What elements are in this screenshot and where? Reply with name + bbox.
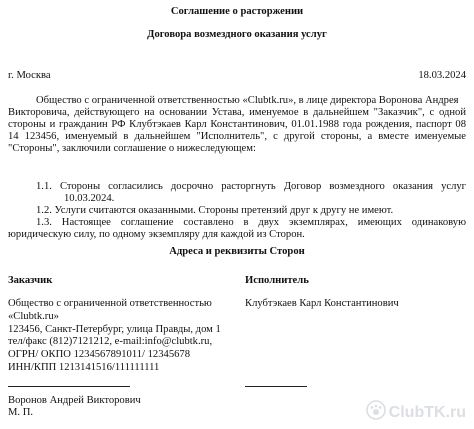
customer-line: ОГРН/ ОКПО 1234567891011/ 12345678 xyxy=(8,349,191,360)
watermark xyxy=(366,400,466,425)
clause-1-1-cont: 10.03.2024. xyxy=(64,193,115,204)
customer-signer: Воронов Андрей Викторович xyxy=(8,395,141,406)
document-date: 18.03.2024 xyxy=(418,70,466,81)
watermark-text: ClubTK.ru xyxy=(388,403,466,421)
customer-line: 123456, Санкт-Петербург, улица Правды, дом 1 xyxy=(8,324,221,335)
intro-line: 14 123456, именуемый в дальнейшем "Исполнитель", с другой стороны, а вместе именуемые xyxy=(8,131,466,142)
city: г. Москва xyxy=(8,70,51,81)
paw-icon xyxy=(366,400,386,425)
intro-line: "Стороны", заключили соглашение о нижеследующем: xyxy=(8,143,256,154)
clause-1-1: 1.1. Стороны согласились досрочно расторгнуть Договор возмездного оказания услуг xyxy=(36,181,466,192)
intro-line: Общество с ограниченной ответственностью «Clubtk.ru», в лице директора Воронова Андрея xyxy=(36,95,459,106)
executor-name: Клубтэкаев Карл Константинович xyxy=(245,298,399,309)
customer-line: тел/факс (812)7121212, e-mail:info@clubtk.ru, xyxy=(8,336,213,347)
intro-line: стороны и гражданин РФ Клубтэкаев Карл Константинович, 01.01.1988 года рождения, паспорт 08 xyxy=(8,119,466,130)
customer-line: «Clubtk.ru» xyxy=(8,311,59,322)
customer-signature-line xyxy=(8,386,130,387)
stamp-place: М. П. xyxy=(8,407,34,418)
customer-heading: Заказчик xyxy=(8,275,53,286)
title-line-1: Соглашение о расторжении xyxy=(170,6,304,17)
requisites-title: Адреса и реквизиты Сторон xyxy=(169,246,305,257)
clause-1-3-cont: юридическую силу, по одному экземпляру для каждой из Сторон. xyxy=(8,229,305,240)
executor-heading: Исполнитель xyxy=(245,275,309,286)
clause-1-3: 1.3. Настоящее соглашение составлено в двух экземплярах, имеющих одинаковую xyxy=(36,217,466,228)
clause-1-2: 1.2. Услуги считаются оказанными. Стороны претензий друг к другу не имеют. xyxy=(36,205,394,216)
intro-line: Викторовича, действующего на основании Устава, именуемое в дальнейшем "Заказчик", с одной xyxy=(8,107,466,118)
executor-signature-line xyxy=(245,386,307,387)
title-line-2: Договора возмездного оказания услуг xyxy=(147,29,327,40)
customer-line: Общество с ограниченной ответственностью xyxy=(8,298,212,309)
customer-line: ИНН/КПП 1213141516/111111111 xyxy=(8,362,160,373)
